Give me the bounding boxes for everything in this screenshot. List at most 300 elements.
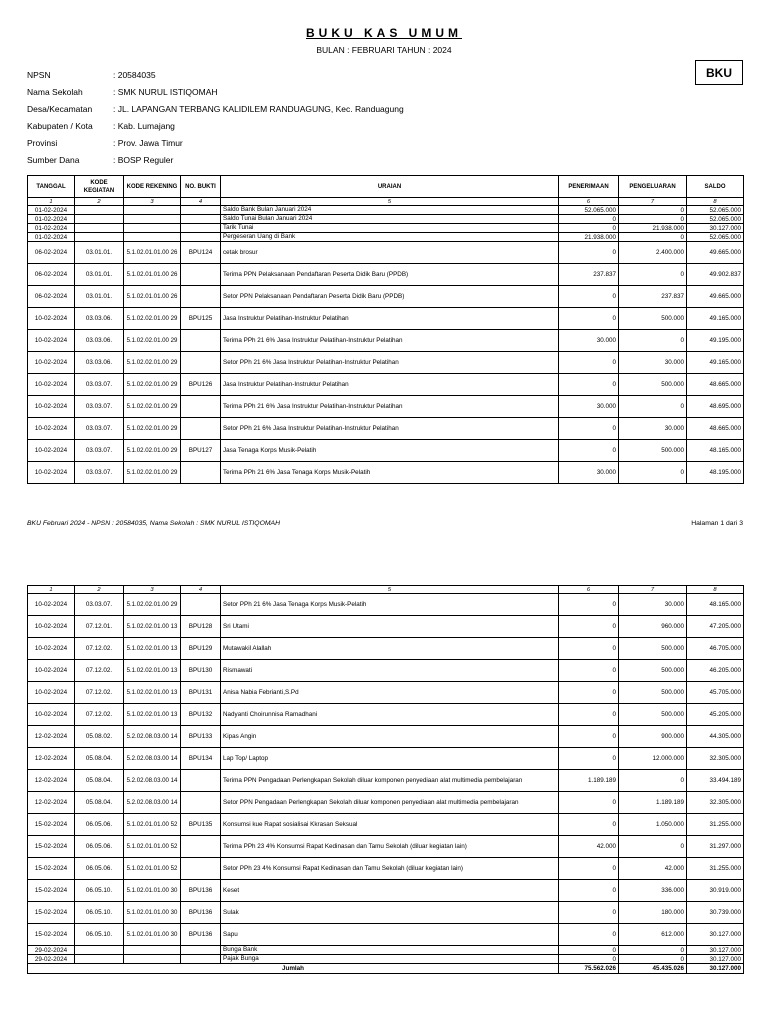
ledger-table-page-1 [27,175,744,484]
page-number: Halaman 1 dari 3 [691,520,743,527]
cell-no-bukti [181,858,221,880]
cell-kode-rekening: 5.1.02.02.01.00 13 [124,616,181,638]
cell-pengeluaran: 30.000 [619,352,687,374]
cell-kode-rekening: 5.1.02.01.01.00 52 [124,836,181,858]
table-row [28,682,744,704]
table-row [28,902,744,924]
table-row [28,594,744,616]
table-row [28,770,744,792]
cell-uraian: Tarik Tunai [221,224,559,233]
cell-pengeluaran: 0 [619,233,687,242]
cell-kode-rekening: 5.1.02.02.01.00 13 [124,660,181,682]
cell-penerimaan: 52.065.000 [559,206,619,215]
info-value: : SMK NURUL ISTIQOMAH [113,86,218,97]
cell-kode-kegiatan: 07.12.02. [75,638,124,660]
cell-saldo: 30.127.000 [687,224,744,233]
cell-saldo: 45.205.000 [687,704,744,726]
cell-penerimaan: 0 [559,858,619,880]
cell-kode-rekening: 5.1.02.02.01.00 13 [124,638,181,660]
col-number: 3 [124,198,181,206]
cell-pengeluaran: 180.000 [619,902,687,924]
table-row [28,946,744,955]
cell-uraian: Saldo Bank Bulan Januari 2024 [221,206,559,215]
cell-saldo: 52.065.000 [687,215,744,224]
cell-uraian: Jasa Tenaga Korps Musik-Pelatih [221,440,559,462]
total-saldo: 30.127.000 [687,964,744,974]
cell-tanggal: 10-02-2024 [28,660,75,682]
cell-penerimaan: 0 [559,955,619,964]
cell-tanggal: 12-02-2024 [28,770,75,792]
page-footer-text: BKU Februari 2024 - NPSN : 20584035, Nama Sekolah : SMK NURUL ISTIQOMAH [27,520,280,527]
cell-kode-kegiatan: 05.08.02. [75,726,124,748]
cell-kode-kegiatan: 03.03.07. [75,396,124,418]
cell-tanggal: 15-02-2024 [28,880,75,902]
cell-kode-rekening: 5.1.02.02.01.00 13 [124,682,181,704]
cell-no-bukti: BPU125 [181,308,221,330]
cell-pengeluaran: 12.000.000 [619,748,687,770]
cell-penerimaan: 0 [559,286,619,308]
cell-kode-rekening: 5.1.02.02.01.00 29 [124,308,181,330]
cell-saldo: 49.195.000 [687,330,744,352]
info-row [27,151,404,168]
cell-penerimaan: 30.000 [559,462,619,484]
info-label: NPSN [27,69,51,80]
cell-kode-rekening: 5.1.02.02.01.00 13 [124,704,181,726]
cell-pengeluaran: 0 [619,836,687,858]
cell-tanggal: 06-02-2024 [28,286,75,308]
cell-no-bukti [181,264,221,286]
cell-tanggal: 15-02-2024 [28,814,75,836]
header-saldo: SALDO [687,176,744,198]
cell-tanggal: 12-02-2024 [28,748,75,770]
cell-no-bukti: BPU130 [181,660,221,682]
cell-kode-kegiatan: 03.03.07. [75,440,124,462]
cell-pengeluaran: 0 [619,330,687,352]
cell-tanggal: 01-02-2024 [28,206,75,215]
cell-penerimaan: 0 [559,660,619,682]
cell-kode-rekening: 5.1.02.02.01.00 29 [124,440,181,462]
cell-penerimaan: 0 [559,792,619,814]
info-label: Sumber Dana [27,154,80,165]
ledger-table-page-2 [27,585,744,974]
cell-uraian: Setor PPN Pengadaan Perlengkapan Sekolah diluar komponen penyediaan alat multimedia pembelajaran [221,792,559,814]
cell-uraian: Lap Top/ Laptop [221,748,559,770]
cell-uraian: Mutawakil Alallah [221,638,559,660]
cell-penerimaan: 0 [559,880,619,902]
cell-kode-rekening: 5.1.02.02.01.00 29 [124,352,181,374]
col-number: 2 [75,586,124,594]
cell-saldo: 49.902.837 [687,264,744,286]
cell-penerimaan: 0 [559,308,619,330]
cell-uraian: Setor PPh 21 6% Jasa Instruktur Pelatihan-Instruktur Pelatihan [221,352,559,374]
school-info [27,66,404,168]
cell-no-bukti: BPU133 [181,726,221,748]
total-penerimaan: 75.562.026 [559,964,619,974]
cell-kode-rekening: 5.1.02.02.01.00 29 [124,396,181,418]
cell-uraian: Setor PPh 21 6% Jasa Instruktur Pelatihan-Instruktur Pelatihan [221,418,559,440]
cell-penerimaan: 30.000 [559,330,619,352]
info-row [27,83,404,100]
cell-no-bukti [181,215,221,224]
cell-pengeluaran: 30.000 [619,418,687,440]
cell-saldo: 52.065.000 [687,233,744,242]
cell-pengeluaran: 500.000 [619,660,687,682]
cell-uraian: Kipas Angin [221,726,559,748]
cell-pengeluaran: 0 [619,264,687,286]
table-row [28,638,744,660]
table-row [28,858,744,880]
info-label: Desa/Kecamatan [27,103,93,114]
cell-penerimaan: 0 [559,638,619,660]
table-row [28,242,744,264]
document-title: BUKU KAS UMUM [306,26,462,40]
table-row [28,704,744,726]
cell-penerimaan: 0 [559,682,619,704]
cell-penerimaan: 0 [559,242,619,264]
cell-uraian: Setor PPh 21 6% Jasa Tenaga Korps Musik-Pelatih [221,594,559,616]
cell-tanggal: 10-02-2024 [28,682,75,704]
cell-penerimaan: 0 [559,924,619,946]
table-row [28,418,744,440]
cell-no-bukti [181,594,221,616]
cell-saldo: 33.494.189 [687,770,744,792]
info-row [27,117,404,134]
cell-pengeluaran: 0 [619,215,687,224]
cell-no-bukti: BPU127 [181,440,221,462]
table-row [28,792,744,814]
cell-pengeluaran: 500.000 [619,682,687,704]
cell-uraian: Rismawati [221,660,559,682]
cell-pengeluaran: 0 [619,396,687,418]
cell-kode-rekening: 5.2.02.08.03.00 14 [124,770,181,792]
cell-tanggal: 12-02-2024 [28,792,75,814]
cell-penerimaan: 0 [559,374,619,396]
cell-no-bukti [181,352,221,374]
col-number: 1 [28,586,75,594]
cell-tanggal: 10-02-2024 [28,704,75,726]
cell-kode-rekening: 5.1.02.02.01.00 29 [124,462,181,484]
cell-saldo: 32.305.000 [687,748,744,770]
header-kode-rekening: KODE REKENING [124,176,181,198]
cell-tanggal: 10-02-2024 [28,374,75,396]
cell-uraian: Terima PPN Pelaksanaan Pendaftaran Peserta Didik Baru (PPDB) [221,264,559,286]
cell-tanggal: 29-02-2024 [28,955,75,964]
table-row [28,308,744,330]
cell-penerimaan: 0 [559,616,619,638]
cell-pengeluaran: 0 [619,770,687,792]
table-row [28,233,744,242]
table-row [28,264,744,286]
cell-kode-kegiatan [75,946,124,955]
table-row [28,206,744,215]
cell-kode-rekening: 5.1.02.02.01.00 29 [124,418,181,440]
cell-kode-kegiatan: 05.08.04. [75,748,124,770]
table-row [28,462,744,484]
col-number: 3 [124,586,181,594]
cell-kode-rekening: 5.1.02.01.01.00 52 [124,814,181,836]
table-row [28,836,744,858]
cell-saldo: 31.255.000 [687,858,744,880]
cell-kode-kegiatan: 03.01.01. [75,264,124,286]
cell-tanggal: 10-02-2024 [28,396,75,418]
cell-saldo: 48.665.000 [687,418,744,440]
cell-no-bukti: BPU136 [181,902,221,924]
cell-saldo: 44.305.000 [687,726,744,748]
cell-saldo: 48.665.000 [687,374,744,396]
cell-no-bukti: BPU132 [181,704,221,726]
info-value: : BOSP Reguler [113,154,174,165]
cell-no-bukti [181,955,221,964]
cell-kode-rekening: 5.2.02.08.03.00 14 [124,792,181,814]
cell-uraian: Terima PPh 21 6% Jasa Instruktur Pelatihan-Instruktur Pelatihan [221,396,559,418]
header-tanggal: TANGGAL [28,176,75,198]
cell-uraian: Nadyanti Choirunnisa Ramadhani [221,704,559,726]
cell-uraian: Terima PPh 21 6% Jasa Tenaga Korps Musik-Pelatih [221,462,559,484]
col-number: 4 [181,198,221,206]
cell-kode-rekening: 5.1.02.01.01.00 26 [124,264,181,286]
header-uraian: URAIAN [221,176,559,198]
cell-no-bukti: BPU128 [181,616,221,638]
cell-no-bukti [181,418,221,440]
table-row [28,924,744,946]
cell-kode-kegiatan: 06.05.06. [75,858,124,880]
cell-penerimaan: 0 [559,352,619,374]
cell-kode-rekening [124,215,181,224]
cell-kode-kegiatan: 03.01.01. [75,286,124,308]
cell-kode-kegiatan: 03.03.06. [75,352,124,374]
cell-kode-kegiatan: 05.08.04. [75,770,124,792]
column-number-row [28,586,744,594]
table-row [28,748,744,770]
info-row [27,66,404,83]
cell-saldo: 49.165.000 [687,308,744,330]
cell-pengeluaran: 500.000 [619,704,687,726]
cell-pengeluaran: 500.000 [619,440,687,462]
cell-saldo: 46.205.000 [687,660,744,682]
bku-badge: BKU [695,60,743,85]
col-number: 5 [221,198,559,206]
info-value: : JL. LAPANGAN TERBANG KALIDILEM RANDUAGUNG, Kec. Randuagung [113,103,404,114]
cell-pengeluaran: 612.000 [619,924,687,946]
cell-no-bukti [181,330,221,352]
cell-kode-kegiatan: 03.03.06. [75,330,124,352]
cell-saldo: 48.695.000 [687,396,744,418]
cell-penerimaan: 0 [559,814,619,836]
cell-penerimaan: 0 [559,704,619,726]
cell-kode-rekening [124,233,181,242]
cell-tanggal: 01-02-2024 [28,224,75,233]
cell-uraian: Saldo Tunai Bulan Januari 2024 [221,215,559,224]
cell-kode-kegiatan: 05.08.04. [75,792,124,814]
cell-saldo: 45.705.000 [687,682,744,704]
cell-uraian: Jasa Instruktur Pelatihan-Instruktur Pelatihan [221,308,559,330]
cell-penerimaan: 0 [559,946,619,955]
cell-kode-kegiatan [75,955,124,964]
cell-kode-kegiatan: 03.03.07. [75,374,124,396]
col-number: 6 [559,198,619,206]
header-pengeluaran: PENGELUARAN [619,176,687,198]
cell-saldo: 48.195.000 [687,462,744,484]
col-number: 8 [687,586,744,594]
col-number: 2 [75,198,124,206]
table-row [28,286,744,308]
cell-kode-kegiatan: 06.05.10. [75,902,124,924]
cell-saldo: 30.919.000 [687,880,744,902]
col-number: 1 [28,198,75,206]
cell-pengeluaran: 336.000 [619,880,687,902]
cell-pengeluaran: 1.050.000 [619,814,687,836]
table-row [28,660,744,682]
cell-kode-rekening: 5.2.02.08.03.00 14 [124,726,181,748]
cell-saldo: 48.165.000 [687,440,744,462]
table-row [28,352,744,374]
total-label: Jumlah [28,964,559,974]
cell-no-bukti: BPU136 [181,924,221,946]
info-value: : Kab. Lumajang [113,120,175,131]
cell-uraian: cetak brosur [221,242,559,264]
cell-kode-kegiatan [75,206,124,215]
cell-kode-rekening: 5.1.02.01.01.00 26 [124,242,181,264]
cell-no-bukti [181,206,221,215]
cell-kode-rekening: 5.1.02.01.01.00 30 [124,924,181,946]
cell-saldo: 31.297.000 [687,836,744,858]
table-row [28,396,744,418]
cell-kode-rekening: 5.1.02.01.01.00 26 [124,286,181,308]
table-row [28,814,744,836]
cell-kode-rekening [124,946,181,955]
table-row [28,440,744,462]
column-number-row [28,198,744,206]
cell-pengeluaran: 500.000 [619,374,687,396]
cell-saldo: 32.305.000 [687,792,744,814]
cell-uraian: Bunga Bank [221,946,559,955]
cell-no-bukti [181,946,221,955]
cell-tanggal: 10-02-2024 [28,638,75,660]
cell-kode-rekening: 5.2.02.08.03.00 14 [124,748,181,770]
cell-kode-kegiatan: 06.05.06. [75,836,124,858]
cell-kode-kegiatan [75,224,124,233]
cell-kode-rekening: 5.1.02.02.01.00 29 [124,330,181,352]
total-row [28,964,744,974]
cell-kode-rekening [124,206,181,215]
cell-no-bukti: BPU124 [181,242,221,264]
info-row [27,134,404,151]
cell-tanggal: 15-02-2024 [28,836,75,858]
cell-tanggal: 10-02-2024 [28,594,75,616]
cell-kode-kegiatan: 03.03.07. [75,418,124,440]
cell-penerimaan: 21.938.000 [559,233,619,242]
table-row [28,330,744,352]
cell-pengeluaran: 0 [619,955,687,964]
cell-kode-kegiatan: 03.03.07. [75,462,124,484]
cell-kode-rekening: 5.1.02.02.01.00 29 [124,374,181,396]
cell-kode-rekening: 5.1.02.02.01.00 29 [124,594,181,616]
cell-saldo: 30.127.000 [687,946,744,955]
cell-pengeluaran: 21.938.000 [619,224,687,233]
cell-saldo: 31.255.000 [687,814,744,836]
cell-saldo: 49.665.000 [687,242,744,264]
total-pengeluaran: 45.435.026 [619,964,687,974]
cell-kode-kegiatan: 06.05.10. [75,924,124,946]
cell-kode-rekening [124,955,181,964]
cell-kode-kegiatan [75,233,124,242]
header-no-bukti: NO. BUKTI [181,176,221,198]
cell-uraian: Terima PPh 23 4% Konsumsi Rapat Kedinasan dan Tamu Sekolah (diluar kegiatan lain) [221,836,559,858]
header-penerimaan: PENERIMAAN [559,176,619,198]
cell-tanggal: 01-02-2024 [28,215,75,224]
cell-tanggal: 10-02-2024 [28,330,75,352]
cell-tanggal: 29-02-2024 [28,946,75,955]
cell-tanggal: 12-02-2024 [28,726,75,748]
table-row [28,955,744,964]
cell-no-bukti [181,286,221,308]
info-label: Kabupaten / Kota [27,120,93,131]
cell-penerimaan: 237.837 [559,264,619,286]
info-value: : Prov. Jawa Timur [113,137,183,148]
cell-uraian: Pajak Bunga [221,955,559,964]
cell-saldo: 30.127.000 [687,955,744,964]
cell-tanggal: 10-02-2024 [28,352,75,374]
table-row [28,224,744,233]
cell-saldo: 30.739.000 [687,902,744,924]
cell-saldo: 46.705.000 [687,638,744,660]
cell-kode-rekening [124,224,181,233]
cell-no-bukti [181,233,221,242]
info-row [27,100,404,117]
document-subtitle: BULAN : FEBRUARI TAHUN : 2024 [316,45,452,55]
col-number: 5 [221,586,559,594]
info-label: Provinsi [27,137,58,148]
cell-penerimaan: 0 [559,902,619,924]
cell-uraian: Jasa Instruktur Pelatihan-Instruktur Pelatihan [221,374,559,396]
cell-no-bukti [181,836,221,858]
info-label: Nama Sekolah [27,86,83,97]
cell-tanggal: 10-02-2024 [28,462,75,484]
cell-pengeluaran: 0 [619,946,687,955]
cell-no-bukti: BPU135 [181,814,221,836]
cell-kode-kegiatan: 03.03.07. [75,594,124,616]
cell-uraian: Sulak [221,902,559,924]
cell-kode-kegiatan: 06.05.10. [75,880,124,902]
cell-penerimaan: 0 [559,726,619,748]
cell-tanggal: 06-02-2024 [28,264,75,286]
cell-penerimaan: 0 [559,224,619,233]
cell-saldo: 48.165.000 [687,594,744,616]
cell-saldo: 49.165.000 [687,352,744,374]
table-row [28,616,744,638]
cell-pengeluaran: 1.189.189 [619,792,687,814]
cell-no-bukti [181,770,221,792]
cell-tanggal: 10-02-2024 [28,418,75,440]
table-row [28,215,744,224]
cell-kode-rekening: 5.1.02.01.01.00 52 [124,858,181,880]
cell-penerimaan: 42.000 [559,836,619,858]
cell-no-bukti [181,396,221,418]
col-number: 6 [559,586,619,594]
cell-kode-kegiatan: 07.12.01. [75,616,124,638]
cell-no-bukti: BPU126 [181,374,221,396]
cell-no-bukti: BPU134 [181,748,221,770]
cell-uraian: Terima PPN Pengadaan Perlengkapan Sekolah diluar komponen penyediaan alat multimedia pembelajaran [221,770,559,792]
cell-tanggal: 01-02-2024 [28,233,75,242]
cell-pengeluaran: 2.400.000 [619,242,687,264]
cell-kode-kegiatan: 06.05.06. [75,814,124,836]
table-row [28,374,744,396]
cell-penerimaan: 0 [559,418,619,440]
cell-penerimaan: 0 [559,440,619,462]
cell-no-bukti [181,462,221,484]
cell-saldo: 47.205.000 [687,616,744,638]
